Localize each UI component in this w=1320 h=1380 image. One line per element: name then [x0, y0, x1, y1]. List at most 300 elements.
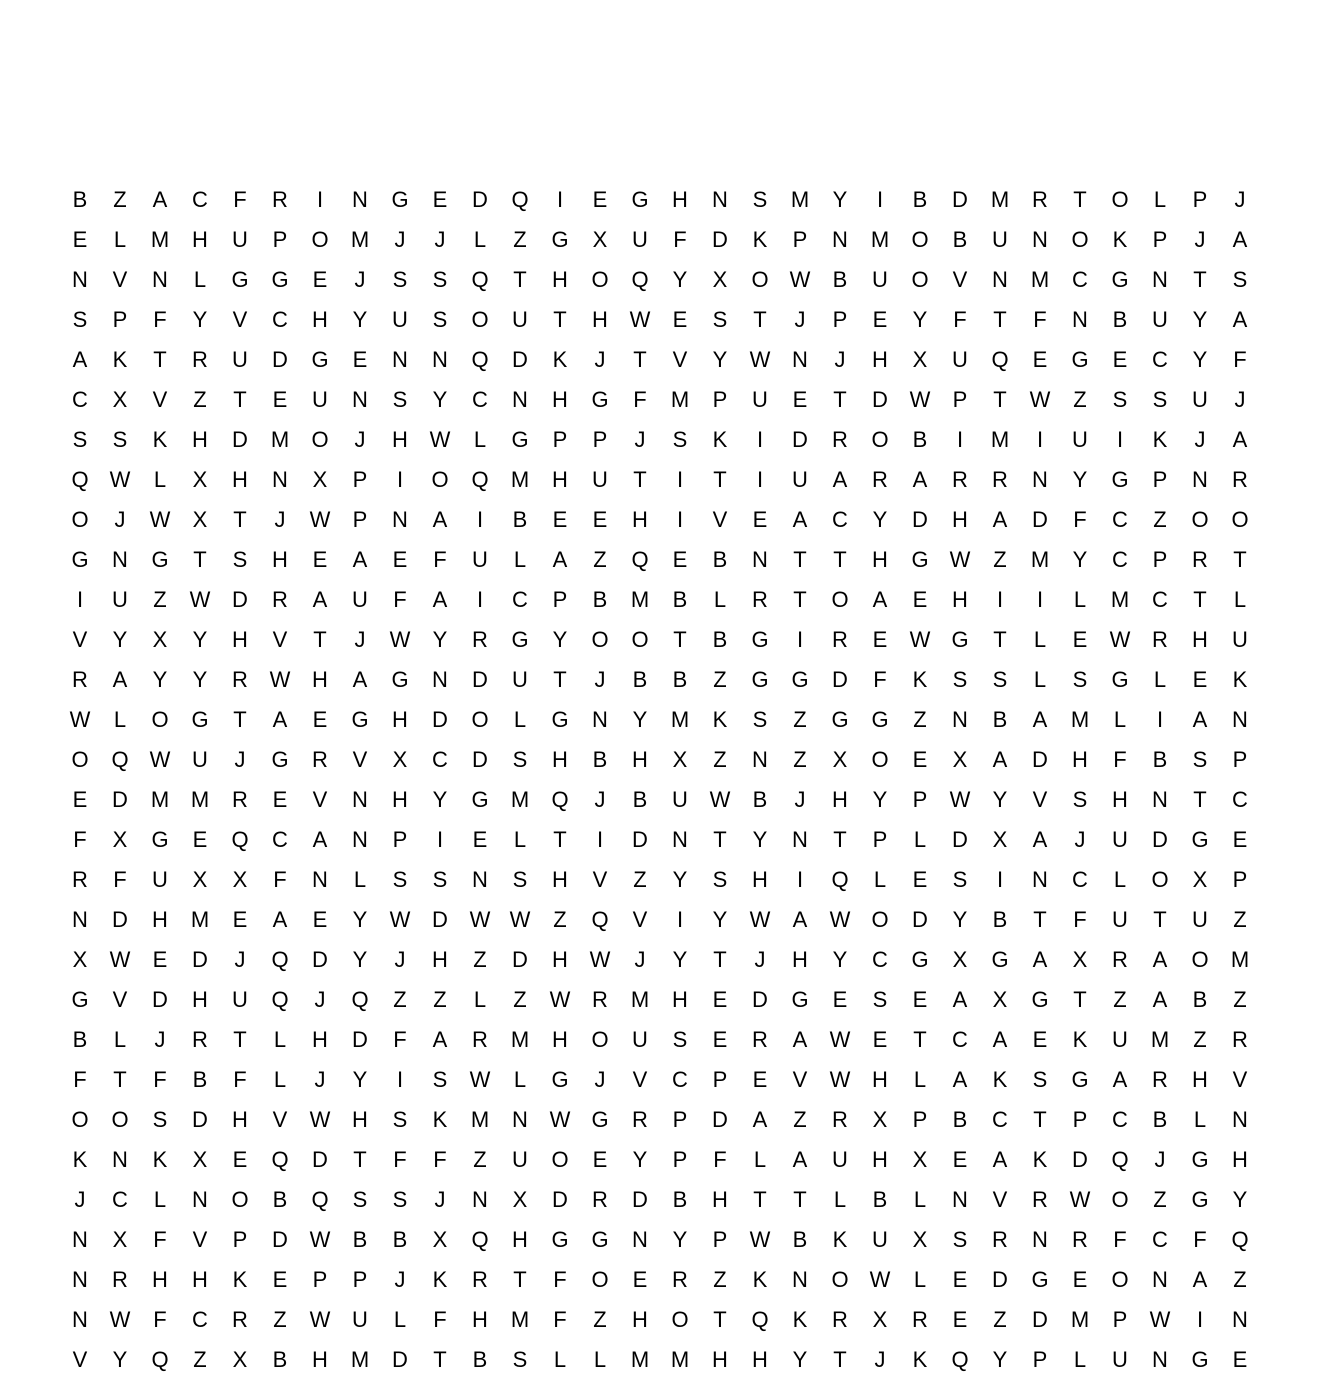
grid-letter[interactable]: F: [393, 1027, 407, 1052]
grid-letter[interactable]: L: [1113, 867, 1127, 892]
grid-letter[interactable]: G: [551, 227, 569, 252]
grid-letter[interactable]: D: [352, 1027, 368, 1052]
grid-letter[interactable]: N: [792, 1267, 808, 1292]
grid-letter[interactable]: X: [992, 827, 1008, 852]
grid-letter[interactable]: R: [832, 1107, 848, 1132]
grid-letter[interactable]: S: [392, 267, 408, 292]
grid-letter[interactable]: I: [996, 587, 1004, 612]
grid-letter[interactable]: X: [712, 267, 728, 292]
grid-letter[interactable]: E: [872, 307, 888, 332]
grid-letter[interactable]: X: [1192, 867, 1208, 892]
grid-letter[interactable]: Z: [913, 707, 927, 732]
grid-letter[interactable]: V: [112, 987, 128, 1012]
grid-letter[interactable]: R: [1192, 547, 1208, 572]
grid-letter[interactable]: S: [72, 427, 88, 452]
grid-letter[interactable]: L: [113, 1027, 127, 1052]
grid-letter[interactable]: B: [72, 1027, 88, 1052]
grid-letter[interactable]: F: [1193, 1227, 1207, 1252]
grid-letter[interactable]: S: [392, 1187, 408, 1212]
grid-letter[interactable]: D: [912, 507, 928, 532]
grid-letter[interactable]: Z: [473, 947, 487, 972]
grid-letter[interactable]: Y: [872, 507, 888, 532]
grid-letter[interactable]: U: [872, 267, 888, 292]
grid-letter[interactable]: U: [512, 667, 528, 692]
grid-letter[interactable]: K: [1032, 1147, 1048, 1172]
grid-letter[interactable]: P: [592, 427, 608, 452]
grid-letter[interactable]: L: [1033, 667, 1047, 692]
grid-letter[interactable]: X: [192, 467, 208, 492]
grid-letter[interactable]: Y: [992, 1347, 1008, 1372]
grid-letter[interactable]: O: [831, 587, 849, 612]
grid-letter[interactable]: X: [232, 867, 248, 892]
grid-letter[interactable]: G: [951, 627, 969, 652]
grid-letter[interactable]: R: [112, 1267, 128, 1292]
grid-letter[interactable]: E: [1192, 667, 1208, 692]
grid-letter[interactable]: H: [152, 907, 168, 932]
grid-letter[interactable]: J: [1194, 227, 1206, 252]
grid-letter[interactable]: H: [792, 947, 808, 972]
grid-letter[interactable]: O: [871, 907, 889, 932]
grid-letter[interactable]: A: [432, 1027, 448, 1052]
grid-letter[interactable]: E: [912, 987, 928, 1012]
grid-letter[interactable]: U: [992, 227, 1008, 252]
grid-letter[interactable]: L: [273, 1067, 287, 1092]
grid-letter[interactable]: H: [552, 387, 568, 412]
grid-letter[interactable]: A: [912, 467, 928, 492]
grid-letter[interactable]: Q: [991, 347, 1009, 372]
grid-letter[interactable]: G: [271, 747, 289, 772]
grid-letter[interactable]: L: [833, 1187, 847, 1212]
grid-letter[interactable]: H: [312, 1347, 328, 1372]
grid-letter[interactable]: G: [911, 947, 929, 972]
grid-letter[interactable]: H: [632, 747, 648, 772]
grid-letter[interactable]: Z: [1153, 507, 1167, 532]
grid-letter[interactable]: J: [314, 987, 326, 1012]
grid-letter[interactable]: D: [992, 1267, 1008, 1292]
grid-letter[interactable]: U: [352, 1307, 368, 1332]
grid-letter[interactable]: F: [393, 587, 407, 612]
grid-letter[interactable]: C: [112, 1187, 128, 1212]
grid-letter[interactable]: X: [872, 1107, 888, 1132]
grid-letter[interactable]: U: [232, 987, 248, 1012]
grid-letter[interactable]: Y: [352, 947, 368, 972]
grid-letter[interactable]: P: [1192, 187, 1208, 212]
grid-letter[interactable]: D: [432, 707, 448, 732]
grid-letter[interactable]: L: [593, 1347, 607, 1372]
grid-letter[interactable]: Y: [432, 627, 448, 652]
grid-letter[interactable]: H: [592, 307, 608, 332]
grid-letter[interactable]: H: [552, 747, 568, 772]
grid-letter[interactable]: L: [1233, 587, 1247, 612]
grid-letter[interactable]: A: [952, 1067, 968, 1092]
grid-letter[interactable]: U: [472, 547, 488, 572]
grid-letter[interactable]: Z: [593, 1307, 607, 1332]
grid-letter[interactable]: G: [1191, 1147, 1209, 1172]
grid-letter[interactable]: W: [1069, 1187, 1091, 1212]
grid-letter[interactable]: P: [712, 1067, 728, 1092]
grid-letter[interactable]: N: [1192, 467, 1208, 492]
grid-letter[interactable]: Q: [111, 747, 129, 772]
grid-letter[interactable]: D: [392, 1347, 408, 1372]
grid-letter[interactable]: C: [1072, 867, 1088, 892]
grid-letter[interactable]: G: [551, 1067, 569, 1092]
grid-letter[interactable]: E: [752, 507, 768, 532]
grid-letter[interactable]: N: [392, 507, 408, 532]
grid-letter[interactable]: O: [671, 1307, 689, 1332]
grid-letter[interactable]: H: [872, 347, 888, 372]
grid-letter[interactable]: E: [192, 827, 208, 852]
grid-letter[interactable]: E: [392, 547, 408, 572]
grid-letter[interactable]: B: [272, 1187, 288, 1212]
grid-letter[interactable]: Y: [672, 947, 688, 972]
grid-letter[interactable]: X: [672, 747, 688, 772]
grid-letter[interactable]: O: [911, 267, 929, 292]
grid-letter[interactable]: Q: [271, 987, 289, 1012]
grid-letter[interactable]: S: [752, 707, 768, 732]
grid-letter[interactable]: T: [433, 1347, 447, 1372]
grid-letter[interactable]: P: [672, 1147, 688, 1172]
grid-letter[interactable]: P: [352, 467, 368, 492]
grid-letter[interactable]: B: [352, 1227, 368, 1252]
grid-letter[interactable]: T: [753, 307, 767, 332]
grid-letter[interactable]: M: [470, 1107, 490, 1132]
grid-letter[interactable]: S: [1032, 1067, 1048, 1092]
grid-letter[interactable]: E: [592, 1147, 608, 1172]
grid-letter[interactable]: L: [513, 1067, 527, 1092]
grid-letter[interactable]: C: [192, 187, 208, 212]
grid-letter[interactable]: W: [269, 667, 291, 692]
grid-letter[interactable]: K: [152, 1147, 168, 1172]
grid-letter[interactable]: Z: [1233, 987, 1247, 1012]
grid-letter[interactable]: B: [592, 747, 608, 772]
grid-letter[interactable]: B: [472, 1347, 488, 1372]
grid-letter[interactable]: W: [509, 907, 531, 932]
grid-letter[interactable]: A: [952, 987, 968, 1012]
grid-letter[interactable]: Z: [593, 547, 607, 572]
grid-letter[interactable]: H: [192, 427, 208, 452]
grid-letter[interactable]: E: [952, 1307, 968, 1332]
grid-letter[interactable]: T: [353, 1147, 367, 1172]
grid-letter[interactable]: C: [1112, 547, 1128, 572]
grid-letter[interactable]: Z: [513, 987, 527, 1012]
grid-letter[interactable]: C: [1152, 1227, 1168, 1252]
grid-letter[interactable]: L: [113, 227, 127, 252]
grid-letter[interactable]: A: [352, 667, 368, 692]
grid-letter[interactable]: T: [833, 827, 847, 852]
grid-letter[interactable]: A: [992, 1147, 1008, 1172]
grid-letter[interactable]: Y: [352, 307, 368, 332]
grid-letter[interactable]: U: [832, 1147, 848, 1172]
grid-letter[interactable]: O: [911, 227, 929, 252]
grid-letter[interactable]: V: [232, 307, 248, 332]
grid-letter[interactable]: J: [274, 507, 286, 532]
grid-letter[interactable]: R: [992, 1227, 1008, 1252]
grid-letter[interactable]: X: [232, 1347, 248, 1372]
grid-letter[interactable]: V: [1232, 1067, 1248, 1092]
grid-letter[interactable]: B: [632, 787, 648, 812]
grid-letter[interactable]: G: [391, 187, 409, 212]
grid-letter[interactable]: K: [712, 707, 728, 732]
grid-letter[interactable]: N: [752, 747, 768, 772]
grid-letter[interactable]: R: [72, 867, 88, 892]
grid-letter[interactable]: Z: [993, 1307, 1007, 1332]
grid-letter[interactable]: B: [912, 187, 928, 212]
grid-letter[interactable]: J: [234, 947, 246, 972]
grid-letter[interactable]: W: [589, 947, 611, 972]
grid-letter[interactable]: H: [712, 1347, 728, 1372]
grid-letter[interactable]: L: [393, 1307, 407, 1332]
grid-letter[interactable]: A: [1192, 707, 1208, 732]
grid-letter[interactable]: O: [151, 707, 169, 732]
grid-letter[interactable]: I: [876, 187, 884, 212]
grid-letter[interactable]: L: [473, 227, 487, 252]
grid-letter[interactable]: S: [432, 307, 448, 332]
grid-letter[interactable]: X: [952, 747, 968, 772]
grid-letter[interactable]: L: [513, 827, 527, 852]
grid-letter[interactable]: B: [712, 627, 728, 652]
grid-letter[interactable]: D: [512, 347, 528, 372]
grid-letter[interactable]: Z: [473, 1147, 487, 1172]
grid-letter[interactable]: R: [232, 1307, 248, 1332]
grid-letter[interactable]: Z: [193, 1347, 207, 1372]
grid-letter[interactable]: B: [1112, 307, 1128, 332]
grid-letter[interactable]: W: [1109, 627, 1131, 652]
grid-letter[interactable]: X: [192, 1147, 208, 1172]
grid-letter[interactable]: I: [596, 827, 604, 852]
grid-letter[interactable]: Z: [633, 867, 647, 892]
grid-letter[interactable]: A: [1232, 427, 1248, 452]
grid-letter[interactable]: G: [1191, 1187, 1209, 1212]
grid-letter[interactable]: T: [833, 387, 847, 412]
grid-letter[interactable]: E: [1032, 1027, 1048, 1052]
grid-letter[interactable]: R: [272, 187, 288, 212]
grid-letter[interactable]: H: [872, 547, 888, 572]
grid-letter[interactable]: T: [1193, 587, 1207, 612]
grid-letter[interactable]: T: [1033, 907, 1047, 932]
grid-letter[interactable]: G: [1031, 987, 1049, 1012]
grid-letter[interactable]: V: [312, 787, 328, 812]
grid-letter[interactable]: T: [1033, 1107, 1047, 1132]
grid-letter[interactable]: L: [1153, 667, 1167, 692]
grid-letter[interactable]: C: [872, 947, 888, 972]
grid-letter[interactable]: D: [712, 1107, 728, 1132]
grid-letter[interactable]: T: [313, 627, 327, 652]
grid-letter[interactable]: D: [112, 787, 128, 812]
grid-letter[interactable]: H: [952, 507, 968, 532]
grid-letter[interactable]: N: [192, 1187, 208, 1212]
grid-letter[interactable]: U: [1112, 1027, 1128, 1052]
grid-letter[interactable]: F: [713, 1147, 727, 1172]
grid-letter[interactable]: L: [873, 867, 887, 892]
grid-letter[interactable]: D: [872, 387, 888, 412]
grid-letter[interactable]: U: [1232, 627, 1248, 652]
grid-letter[interactable]: D: [832, 667, 848, 692]
grid-letter[interactable]: N: [352, 827, 368, 852]
grid-letter[interactable]: U: [592, 467, 608, 492]
grid-letter[interactable]: I: [316, 187, 324, 212]
grid-letter[interactable]: J: [394, 1267, 406, 1292]
grid-letter[interactable]: J: [634, 947, 646, 972]
grid-letter[interactable]: K: [1232, 667, 1248, 692]
grid-letter[interactable]: L: [353, 867, 367, 892]
grid-letter[interactable]: S: [432, 867, 448, 892]
grid-letter[interactable]: C: [72, 387, 88, 412]
grid-letter[interactable]: D: [272, 347, 288, 372]
grid-letter[interactable]: Y: [672, 267, 688, 292]
grid-letter[interactable]: C: [512, 587, 528, 612]
grid-letter[interactable]: J: [1154, 1147, 1166, 1172]
grid-letter[interactable]: Y: [352, 1067, 368, 1092]
grid-letter[interactable]: B: [752, 787, 768, 812]
grid-letter[interactable]: Q: [311, 1187, 329, 1212]
grid-letter[interactable]: A: [992, 1027, 1008, 1052]
grid-letter[interactable]: U: [192, 747, 208, 772]
grid-letter[interactable]: R: [192, 1027, 208, 1052]
grid-letter[interactable]: T: [233, 387, 247, 412]
grid-letter[interactable]: K: [792, 1307, 808, 1332]
grid-letter[interactable]: U: [1152, 307, 1168, 332]
grid-letter[interactable]: X: [392, 747, 408, 772]
grid-letter[interactable]: T: [713, 827, 727, 852]
grid-letter[interactable]: Y: [992, 787, 1008, 812]
grid-letter[interactable]: K: [432, 1267, 448, 1292]
grid-letter[interactable]: Y: [152, 667, 168, 692]
grid-letter[interactable]: I: [956, 427, 964, 452]
grid-letter[interactable]: C: [1152, 587, 1168, 612]
grid-letter[interactable]: N: [1152, 1347, 1168, 1372]
grid-letter[interactable]: R: [872, 467, 888, 492]
grid-letter[interactable]: A: [352, 547, 368, 572]
grid-letter[interactable]: M: [1030, 547, 1050, 572]
grid-letter[interactable]: Z: [113, 187, 127, 212]
grid-letter[interactable]: H: [872, 1147, 888, 1172]
grid-letter[interactable]: U: [152, 867, 168, 892]
grid-letter[interactable]: E: [592, 187, 608, 212]
grid-letter[interactable]: S: [952, 867, 968, 892]
grid-letter[interactable]: B: [72, 187, 88, 212]
grid-letter[interactable]: K: [992, 1067, 1008, 1092]
grid-letter[interactable]: H: [432, 947, 448, 972]
grid-letter[interactable]: O: [311, 227, 329, 252]
grid-letter[interactable]: M: [270, 427, 290, 452]
grid-letter[interactable]: T: [1153, 907, 1167, 932]
grid-letter[interactable]: O: [831, 1267, 849, 1292]
grid-letter[interactable]: N: [1152, 787, 1168, 812]
grid-letter[interactable]: B: [792, 1227, 808, 1252]
grid-letter[interactable]: F: [113, 867, 127, 892]
grid-letter[interactable]: S: [232, 547, 248, 572]
grid-letter[interactable]: Z: [713, 747, 727, 772]
grid-letter[interactable]: K: [752, 1267, 768, 1292]
grid-letter[interactable]: L: [913, 1187, 927, 1212]
grid-letter[interactable]: E: [832, 987, 848, 1012]
grid-letter[interactable]: F: [153, 1307, 167, 1332]
grid-letter[interactable]: H: [272, 547, 288, 572]
grid-letter[interactable]: U: [952, 347, 968, 372]
grid-letter[interactable]: I: [476, 587, 484, 612]
grid-letter[interactable]: U: [1112, 1347, 1128, 1372]
grid-letter[interactable]: N: [112, 1147, 128, 1172]
grid-letter[interactable]: W: [189, 587, 211, 612]
grid-letter[interactable]: E: [912, 587, 928, 612]
grid-letter[interactable]: M: [990, 187, 1010, 212]
grid-letter[interactable]: T: [913, 1027, 927, 1052]
grid-letter[interactable]: I: [476, 507, 484, 532]
grid-letter[interactable]: V: [1032, 787, 1048, 812]
grid-letter[interactable]: S: [872, 987, 888, 1012]
grid-letter[interactable]: R: [752, 1027, 768, 1052]
grid-letter[interactable]: V: [272, 627, 288, 652]
grid-letter[interactable]: U: [632, 227, 648, 252]
grid-letter[interactable]: D: [472, 667, 488, 692]
grid-letter[interactable]: H: [712, 1187, 728, 1212]
grid-letter[interactable]: I: [1036, 427, 1044, 452]
grid-letter[interactable]: P: [1152, 227, 1168, 252]
grid-letter[interactable]: E: [712, 987, 728, 1012]
grid-letter[interactable]: Y: [112, 627, 128, 652]
grid-letter[interactable]: R: [832, 427, 848, 452]
grid-letter[interactable]: L: [753, 1147, 767, 1172]
grid-letter[interactable]: D: [512, 947, 528, 972]
grid-letter[interactable]: N: [432, 667, 448, 692]
grid-letter[interactable]: J: [754, 947, 766, 972]
grid-letter[interactable]: H: [232, 467, 248, 492]
grid-letter[interactable]: A: [72, 347, 88, 372]
grid-letter[interactable]: G: [551, 1227, 569, 1252]
grid-letter[interactable]: W: [949, 787, 971, 812]
grid-letter[interactable]: M: [510, 1027, 530, 1052]
grid-letter[interactable]: B: [992, 707, 1008, 732]
grid-letter[interactable]: Y: [352, 907, 368, 932]
grid-letter[interactable]: N: [1072, 307, 1088, 332]
grid-letter[interactable]: S: [992, 667, 1008, 692]
grid-letter[interactable]: X: [312, 467, 328, 492]
grid-letter[interactable]: N: [952, 707, 968, 732]
grid-letter[interactable]: Y: [672, 1227, 688, 1252]
grid-letter[interactable]: K: [432, 1107, 448, 1132]
grid-letter[interactable]: Y: [432, 787, 448, 812]
grid-letter[interactable]: G: [1191, 827, 1209, 852]
grid-letter[interactable]: E: [232, 1147, 248, 1172]
grid-letter[interactable]: E: [272, 787, 288, 812]
grid-letter[interactable]: J: [354, 627, 366, 652]
grid-letter[interactable]: M: [510, 787, 530, 812]
grid-letter[interactable]: Y: [432, 387, 448, 412]
grid-letter[interactable]: F: [873, 667, 887, 692]
grid-letter[interactable]: M: [1070, 1307, 1090, 1332]
grid-letter[interactable]: S: [392, 1107, 408, 1132]
grid-letter[interactable]: R: [592, 1187, 608, 1212]
grid-letter[interactable]: K: [152, 427, 168, 452]
grid-letter[interactable]: M: [790, 187, 810, 212]
grid-letter[interactable]: T: [233, 707, 247, 732]
grid-letter[interactable]: J: [634, 427, 646, 452]
grid-letter[interactable]: J: [394, 947, 406, 972]
grid-letter[interactable]: J: [1074, 827, 1086, 852]
grid-letter[interactable]: A: [1032, 827, 1048, 852]
grid-letter[interactable]: P: [1072, 1107, 1088, 1132]
grid-letter[interactable]: D: [632, 1187, 648, 1212]
grid-letter[interactable]: W: [389, 627, 411, 652]
grid-letter[interactable]: P: [912, 1107, 928, 1132]
grid-letter[interactable]: W: [749, 1227, 771, 1252]
grid-letter[interactable]: G: [751, 667, 769, 692]
grid-letter[interactable]: T: [1193, 787, 1207, 812]
grid-letter[interactable]: Q: [351, 987, 369, 1012]
grid-letter[interactable]: S: [1072, 787, 1088, 812]
grid-letter[interactable]: S: [1072, 667, 1088, 692]
grid-letter[interactable]: N: [72, 1307, 88, 1332]
